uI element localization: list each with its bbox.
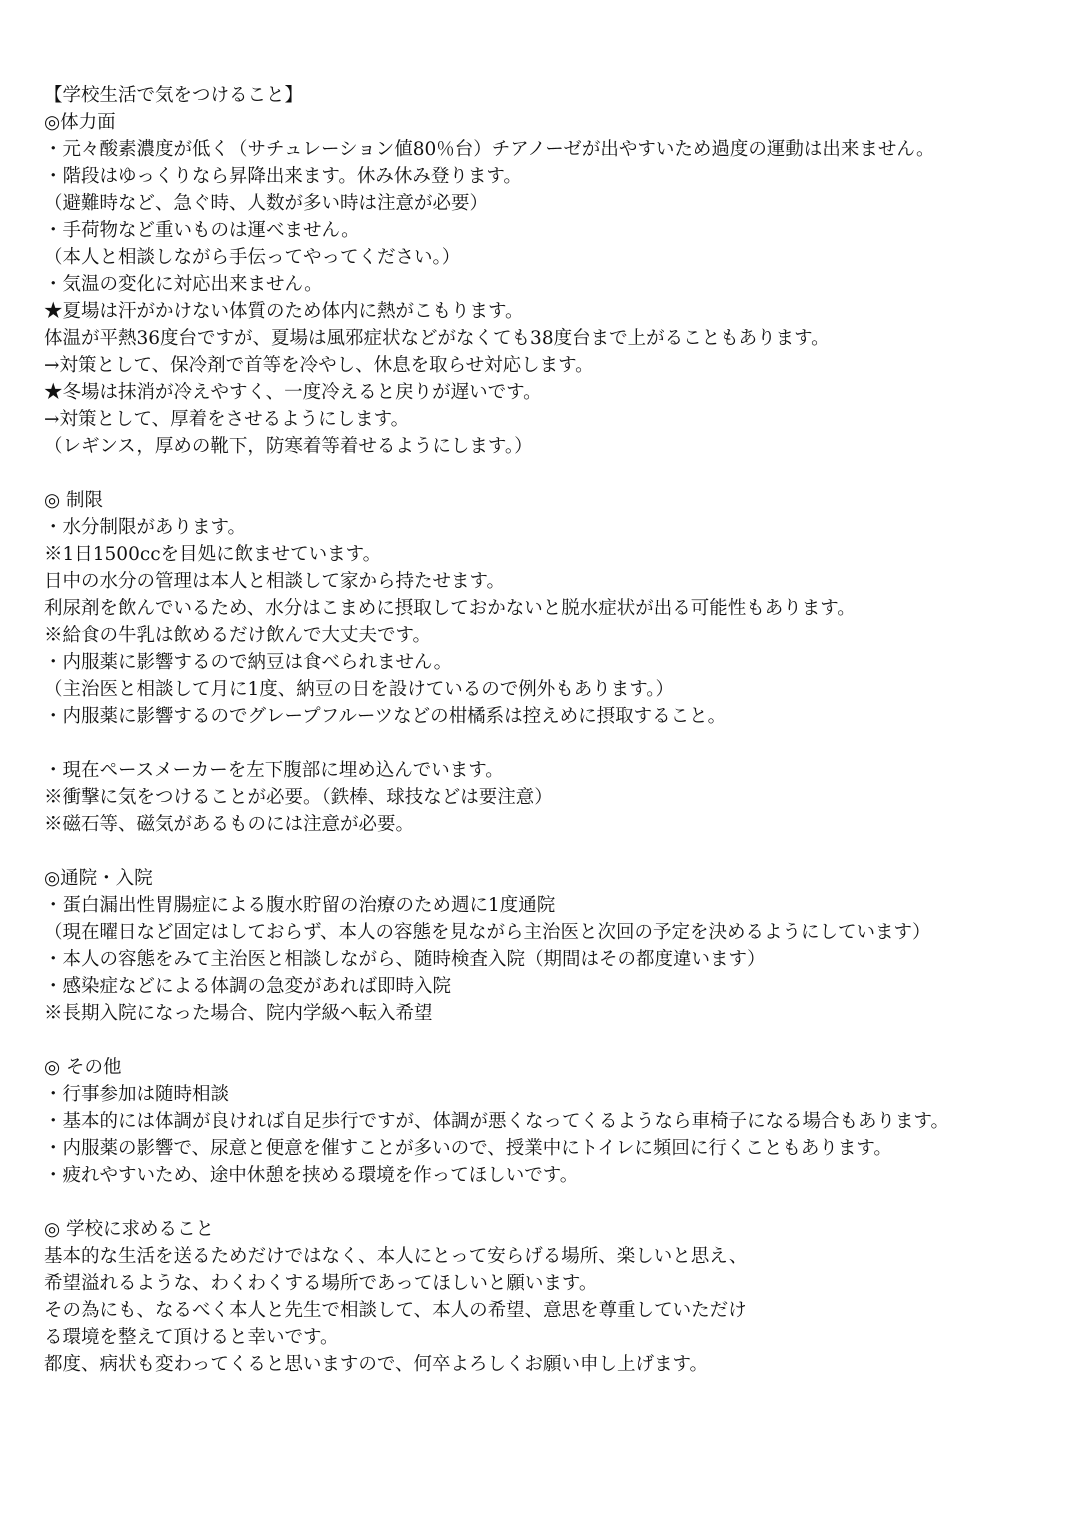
section-heading-requests: ◎ 学校に求めること [44, 1219, 215, 1240]
text-line: 日中の水分の管理は本人と相談して家から持たせます。 [44, 571, 506, 592]
blank-line [44, 460, 1054, 487]
blank-line [44, 1027, 1054, 1054]
section-heading-other: ◎ その他 [44, 1057, 122, 1078]
text-line: （主治医と相談して月に1度、納豆の日を設けているので例外もあります。） [44, 679, 675, 700]
text-line: ★冬場は抹消が冷えやすく、一度冷えると戻りが遅いです。 [44, 382, 542, 403]
text-line: ・行事参加は随時相談 [44, 1084, 230, 1105]
text-line: ・感染症などによる体調の急変があれば即時入院 [44, 976, 452, 997]
text-line: ・水分制限があります。 [44, 517, 247, 538]
text-line: ・現在ペースメーカーを左下腹部に埋め込んでいます。 [44, 760, 504, 781]
text-line: →対策として、保冷剤で首等を冷やし、休息を取らせ対応します。 [44, 355, 594, 376]
text-line: ※給食の牛乳は飲めるだけ飲んで大丈夫です。 [44, 625, 432, 646]
text-line: （本人と相談しながら手伝ってやってください。） [44, 247, 461, 268]
text-line: ・階段はゆっくりなら昇降出来ます。休み休み登ります。 [44, 166, 522, 187]
document-title: 【学校生活で気をつけること】 [44, 85, 304, 106]
text-line: →対策として、厚着をさせるようにします。 [44, 409, 410, 430]
text-line: ・手荷物など重いものは運べません。 [44, 220, 360, 241]
text-line: 利尿剤を飲んでいるため、水分はこまめに摂取しておかないと脱水症状が出る可能性もあります。 [44, 598, 856, 619]
text-line: （レギンス，厚めの靴下，防寒着等着せるようにします。） [44, 436, 533, 457]
text-line: ※磁石等、磁気があるものには注意が必要。 [44, 814, 415, 835]
text-line: ※衝撃に気をつけることが必要。（鉄棒、球技などは要注意） [44, 787, 553, 808]
text-line: （現在曜日など固定はしておらず、本人の容態を見ながら主治医と次回の予定を決めるようにしています） [44, 922, 931, 943]
text-line: ・気温の変化に対応出来ません。 [44, 274, 323, 295]
text-line: ・内服薬の影響で、尿意と便意を催すことが多いので、授業中にトイレに頻回に行くこともあります。 [44, 1138, 892, 1159]
text-line: ・疲れやすいため、途中休憩を挟める環境を作ってほしいです。 [44, 1165, 579, 1186]
blank-line [44, 1189, 1054, 1216]
text-line: ・内服薬に影響するので納豆は食べられません。 [44, 652, 453, 673]
blank-line [44, 730, 1054, 757]
text-line: ★夏場は汗がかけない体質のため体内に熱がこもります。 [44, 301, 524, 322]
section-heading-physical: ◎体力面 [44, 112, 116, 133]
blank-line [44, 838, 1054, 865]
text-line: 基本的な生活を送るためだけではなく、本人にとって安らげる場所、楽しいと思え、 [44, 1246, 748, 1267]
text-line: その為にも、なるべく本人と先生で相談して、本人の希望、意思を尊重していただけ [44, 1300, 747, 1321]
text-line: る環境を整えて頂けると幸いです。 [44, 1327, 339, 1348]
text-line: 体温が平熱36度台ですが、夏場は風邪症状などがなくても38度台まで上がることもあります。 [44, 328, 830, 349]
text-line: ・内服薬に影響するのでグレープフルーツなどの柑橘系は控えめに摂取すること。 [44, 706, 727, 727]
text-line: ・本人の容態をみて主治医と相談しながら、随時検査入院（期間はその都度違います） [44, 949, 766, 970]
text-line: ・元々酸素濃度が低く（サチュレーション値80％台）チアノーゼが出やすいため過度の運動は出来ません。 [44, 139, 935, 160]
text-line: ※1日1500ccを目処に飲ませています。 [44, 544, 382, 565]
text-line: ・基本的には体調が良ければ自足歩行ですが、体調が悪くなってくるようなら車椅子になる場合もあります。 [44, 1111, 950, 1132]
text-line: ※長期入院になった場合、院内学級へ転入希望 [44, 1003, 433, 1024]
text-line: 都度、病状も変わってくると思いますので、何卒よろしくお願い申し上げます。 [44, 1354, 708, 1375]
section-heading-restrictions: ◎ 制限 [44, 490, 104, 511]
text-line: ・蛋白漏出性胃腸症による腹水貯留の治療のため週に1度通院 [44, 895, 556, 916]
document-page [44, 82, 1054, 1378]
text-line: 希望溢れるような、わくわくする場所であってほしいと願います。 [44, 1273, 598, 1294]
section-heading-hospital: ◎通院・入院 [44, 868, 153, 889]
text-line: （避難時など、急ぐ時、人数が多い時は注意が必要） [44, 193, 489, 214]
